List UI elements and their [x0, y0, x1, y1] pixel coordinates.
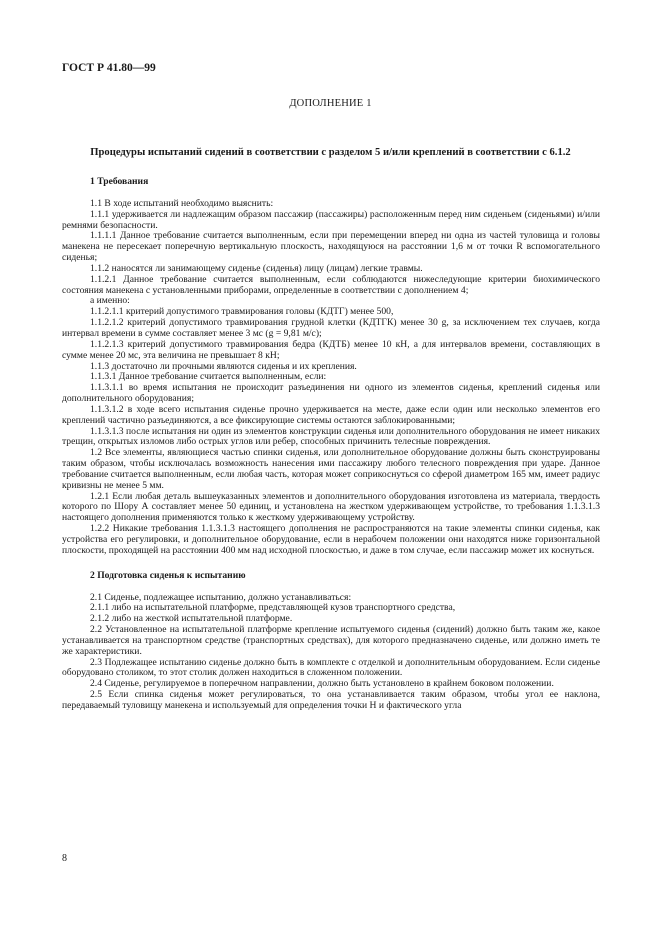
paragraph: 1.1.3.1.3 после испытания ни один из элементов конструкции сиденья или дополнительного оборудования не имеет никаких трещин, открытых изломов либо острых углов или ребер, способных причинить телесные повреждения.: [62, 425, 600, 448]
section-heading: 1 Требования: [90, 176, 149, 187]
paragraph: 1.1.2.1.2 критерий допустимого травмирования грудной клетки (КДТГК) менее 30 g, за исключением тех случаев, когда интервал времени в сумме составляет менее 3 мс (g = 9,81 м/с);: [62, 317, 600, 339]
paragraph: 1.1.3.1.2 в ходе всего испытания сиденье прочно удерживается на месте, даже если один или несколько элементов его креплений частично разъединяются, а все фиксирующие системы остаются заблокированными;: [62, 403, 600, 426]
section-heading: 2 Подготовка сиденья к испытанию: [90, 569, 246, 581]
paragraph: 1.1.2.1.3 критерий допустимого травмирования бедра (КДТБ) менее 10 кН, а для интервалов времени, составляющих в сумме менее 20 мс, эта величина не превышает 8 кН;: [62, 338, 600, 361]
paragraph: 1.2.2 Никакие требования 1.1.3.1.3 настоящего дополнения не распространяются на такие элементы спинки сиденья, как устройства его регулировки, и дополнительное оборудование, если в нерабочем положении они находятся ниже горизонтальной плоскости, проходящей на расстоянии 400 мм над исходной плоскостью, и даже в том случае, если пассажир может их коснуться.: [62, 523, 600, 556]
paragraph: 2.4 Сиденье, регулируемое в поперечном направлении, должно быть установлено в крайнем боковом положении.: [90, 678, 554, 690]
paragraph: 1.1.1 удерживается ли надлежащим образом пассажир (пассажиры) расположенным перед ним сиденьем (сиденьями) и/или ремнями безопасности.: [62, 208, 600, 231]
paragraph: 1.1.2.1.1 критерий допустимого травмирования головы (КДТГ) менее 500,: [90, 306, 394, 318]
document-code: ГОСТ Р 41.80—99: [62, 62, 156, 74]
paragraph: 1.2.1 Если любая деталь вышеуказанных элементов и дополнительного оборудования изготовлена из материала, твердость которого по Шору А составляет менее 50 единиц, и установлена на жестком удерживающем устройстве, то требования 1.1.3.1.3 настоящего дополнения применяются только к жесткому удерживающему устройству.: [62, 490, 600, 524]
paragraph: 1.1.1.1 Данное требование считается выполненным, если при перемещении вперед ни одна из частей туловища и головы манекена не пересекает поперечную вертикальную плоскость, находящуюся на расстоянии 1,6 м от точки R вспомогательного сиденья;: [62, 230, 600, 264]
paragraph: 1.2 Все элементы, являющиеся частью спинки сиденья, или дополнительное оборудование должны быть сконструированы таким образом, чтобы исключалась возможность нанесения ими пассажиру любого телесного повреждения при ударе. Данное требование считается выполненным, если любая часть, которая может соприкоснуться со сферой диаметром 165 мм, имеет радиус кривизны не менее 5 мм.: [62, 447, 600, 491]
paragraph: 1.1.3.1.1 во время испытания не происходит разъединения ни одного из элементов сиденья, креплений сиденья или дополнительного оборудования;: [62, 382, 600, 405]
paragraph: 2.5 Если спинка сиденья может регулироваться, то она устанавливается таким образом, чтобы угол ее наклона, передаваемый туловищу манекена и используемый для определения точки H и фактического угла: [62, 689, 600, 711]
paragraph: 1.1.2 наносятся ли занимающему сиденье (сиденья) лицу (лицам) легкие травмы.: [90, 262, 423, 274]
main-title: Процедуры испытаний сидений в соответствии с разделом 5 и/или креплений в соответствии с 6.1.2: [90, 147, 571, 158]
appendix-title: ДОПОЛНЕНИЕ 1: [289, 98, 372, 109]
paragraph: 2.1.2 либо на жесткой испытательной платформе.: [90, 613, 293, 625]
page-number: 8: [62, 853, 67, 864]
paragraph: 2.1.1 либо на испытательной платформе, представляющей кузов транспортного средства,: [90, 602, 456, 614]
paragraph: 2.1 Сиденье, подлежащее испытанию, должно устанавливаться:: [90, 591, 352, 603]
paragraph: 1.1.3.1 Данное требование считается выполненным, если:: [90, 371, 327, 383]
paragraph: 1.1.2.1 Данное требование считается выполненным, если соблюдаются нижеследующие критерии биохимического состояния манекена с установленными приборами, определенные в соответствии с дополнением 4;: [62, 273, 600, 296]
paragraph: 2.2 Установленное на испытательной платформе крепление испытуемого сиденья (сидений) должно быть таким же, какое устанавливается на транспортном средстве (транспортных средствах), для которого предназначено сиденье, или должно иметь те же характеристики.: [62, 624, 600, 657]
paragraph: 1.1 В ходе испытаний необходимо выяснить:: [90, 197, 274, 209]
document-body: [62, 177, 600, 712]
paragraph: 1.1.3 достаточно ли прочными являются сиденья и их крепления.: [90, 360, 357, 372]
paragraph: а именно:: [90, 295, 130, 307]
paragraph: 2.3 Подлежащее испытанию сиденье должно быть в комплекте с отделкой и дополнительным оборудованием. Если сиденье оборудовано столиком, то этот столик должен находиться в сложенном положении.: [62, 656, 600, 679]
